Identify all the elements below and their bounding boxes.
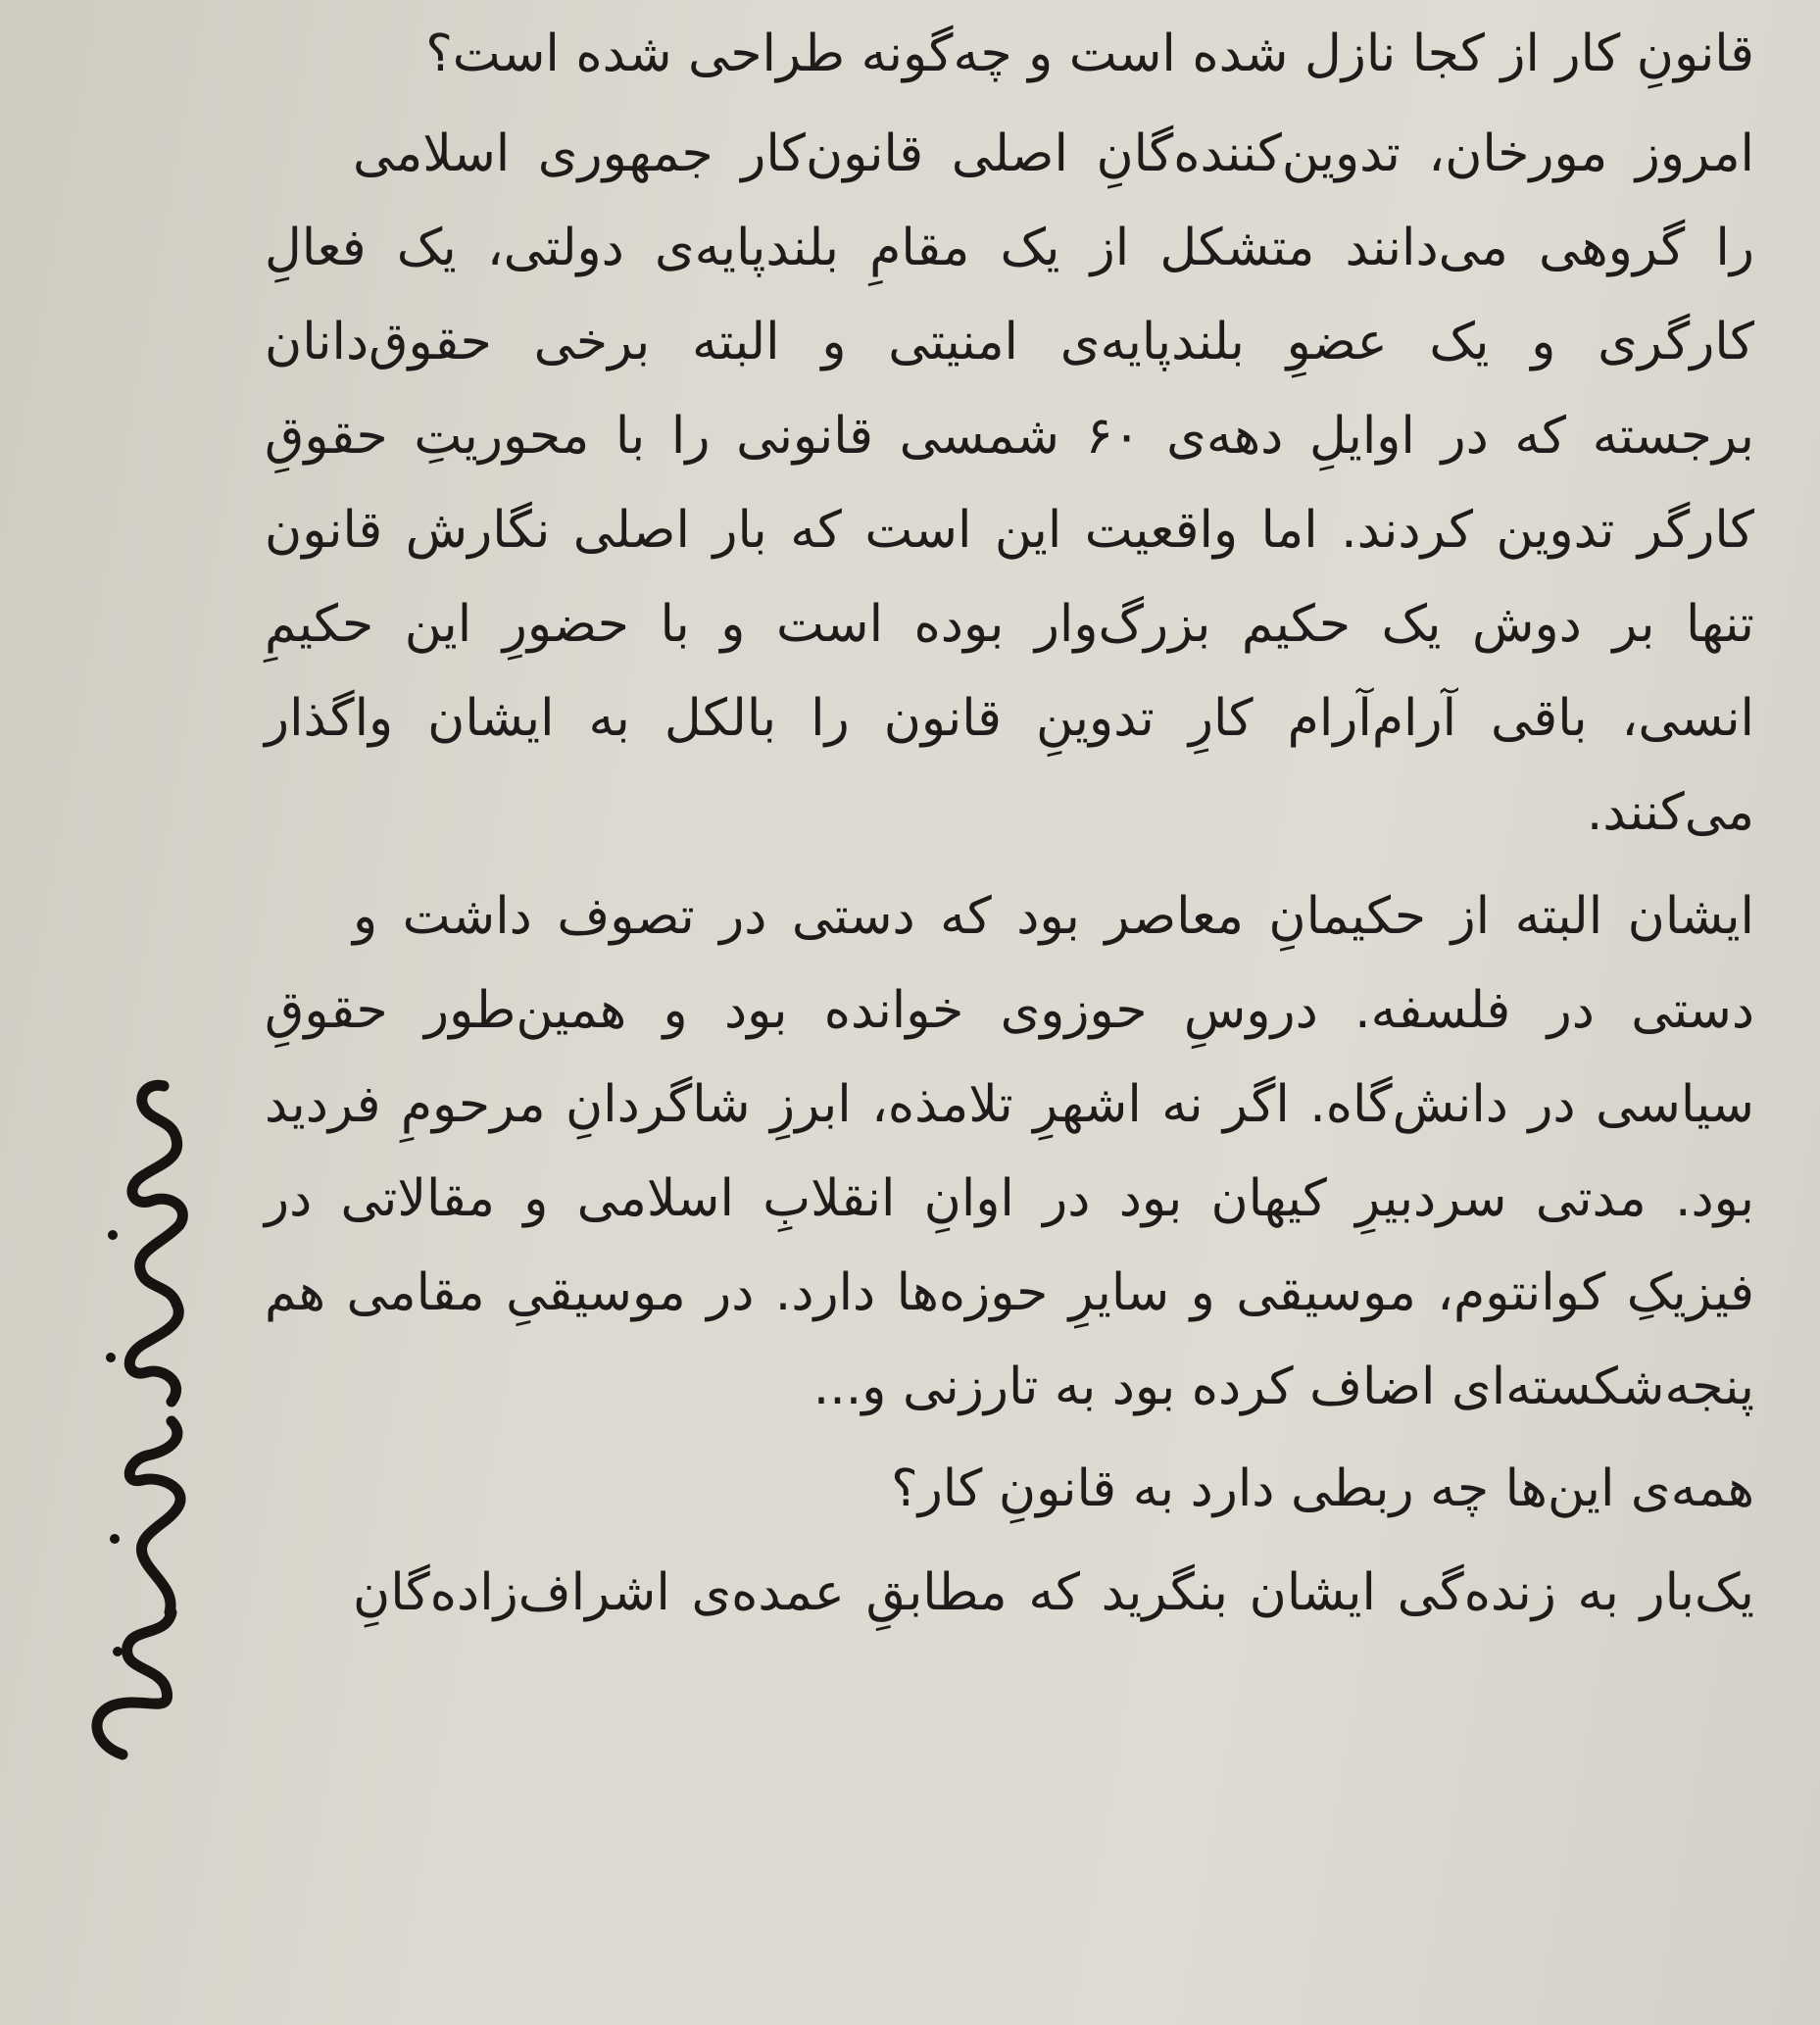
- text-line: سیاسی در دانش‌گاه. اگر نه اشهرِ تلامذه، ابرزِ شاگردانِ مرحومِ فردید: [265, 1075, 1754, 1134]
- text-line: ایشان البته از حکیمانِ معاصر بود که دستی در تصوف داشت و: [353, 887, 1754, 946]
- text-line: امروز مورخان، تدوین‌کننده‌گانِ اصلی قانون‌کار جمهوری اسلامی: [353, 124, 1754, 183]
- signature-drawing: [54, 1078, 221, 1764]
- text-line: برجسته که در اوایلِ دهه‌ی ۶۰ شمسی قانونی را با محوریتِ حقوقِ: [265, 407, 1754, 466]
- text-line: یک‌بار به زنده‌گی ایشان بنگرید که مطابقِ عمده‌ی اشراف‌زاده‌گانِ: [353, 1563, 1754, 1622]
- text-line: انسی، باقی آرام‌آرام کارِ تدوینِ قانون را بالکل به ایشان واگذار: [265, 689, 1754, 748]
- text-line: فیزیکِ کوانتوم، موسیقی و سایرِ حوزه‌ها دارد. در موسیقیِ مقامی هم: [265, 1263, 1754, 1322]
- text-line: تنها بر دوش یک حکیم بزرگ‌وار بوده است و با حضورِ این حکیمِ: [265, 595, 1754, 654]
- text-line: کارگر تدوین کردند. اما واقعیت این است که بار اصلی نگارش قانون: [265, 501, 1754, 560]
- text-line: پنجه‌شکسته‌ای اضاف کرده بود به تارزنی و...: [812, 1358, 1754, 1416]
- text-line: دستی در فلسفه. دروسِ حوزوی خوانده بود و همین‌طور حقوقِ: [265, 981, 1754, 1040]
- text-line: را گروهی می‌دانند متشکل از یک مقامِ بلندپایه‌ی دولتی، یک فعالِ: [265, 219, 1754, 277]
- text-line: قانونِ کار از کجا نازل شده است و چه‌گونه طراحی شده است؟: [425, 25, 1754, 83]
- text-line: می‌کنند.: [1586, 783, 1754, 842]
- text-line: بود. مدتی سردبیرِ کیهان بود در اوانِ انقلابِ اسلامی و مقالاتی در: [265, 1169, 1754, 1228]
- text-line: کارگری و یک عضوِ بلندپایه‌ی امنیتی و البته برخی حقوق‌دانان: [265, 313, 1754, 371]
- handwritten-signature: [54, 1078, 221, 1764]
- text-line: همه‌ی این‌ها چه ربطی دارد به قانونِ کار؟: [891, 1459, 1754, 1518]
